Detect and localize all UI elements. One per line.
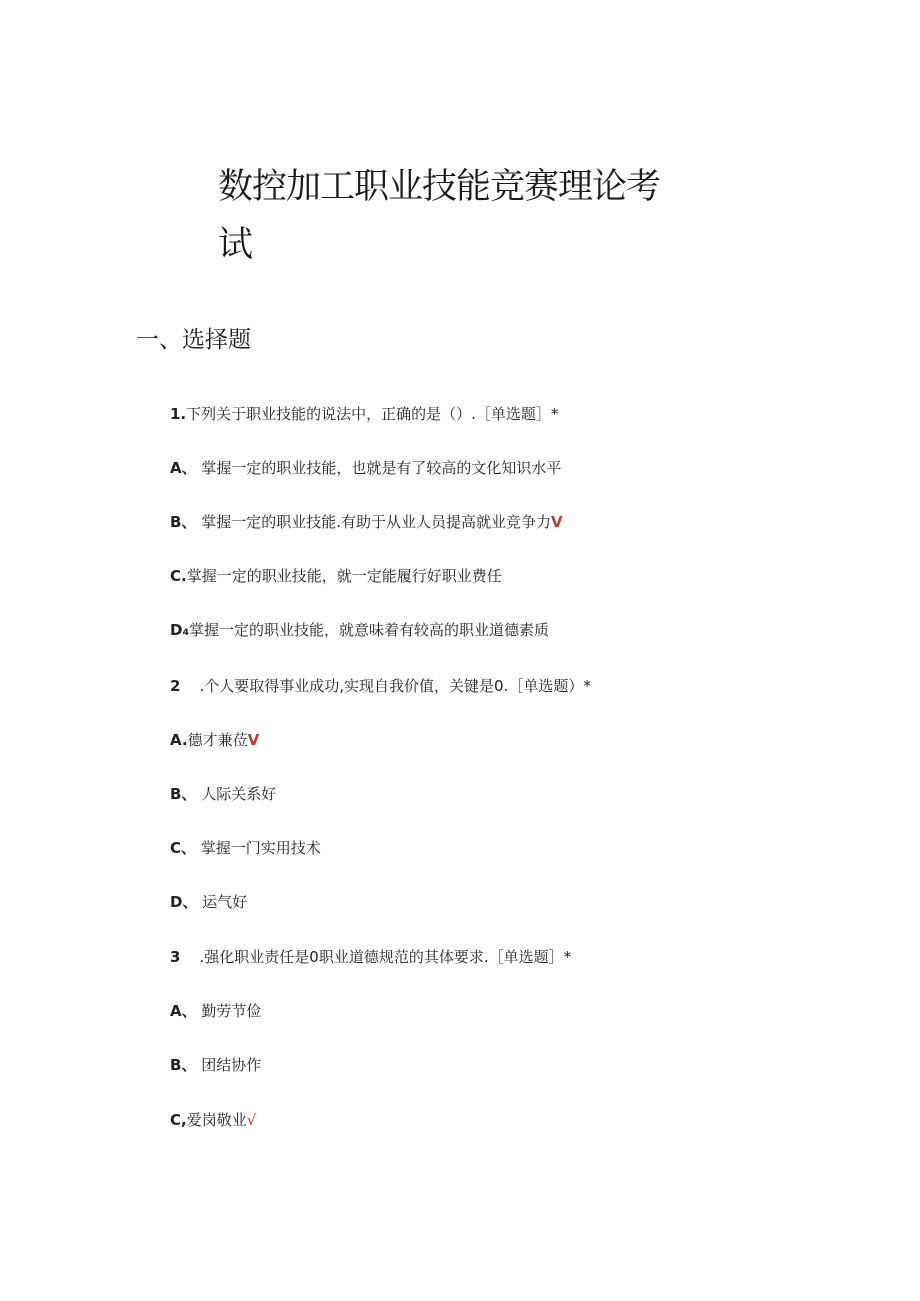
option-label: C, bbox=[170, 1111, 187, 1129]
option-text: 德才兼莅 bbox=[187, 731, 248, 749]
correct-answer-mark: √ bbox=[246, 1111, 257, 1129]
option-text: 团结协作 bbox=[201, 1056, 262, 1074]
question-3-text: .强化职业责任是0职业道德规范的其体要求.［单选题］* bbox=[199, 948, 572, 966]
option-text: 掌握一定的职业技能，就意味着有较高的职业道德素质 bbox=[189, 621, 550, 639]
question-1-option-d bbox=[170, 619, 549, 641]
question-3-option-a bbox=[170, 1000, 261, 1022]
question-3-option-b bbox=[170, 1054, 261, 1076]
question-2 bbox=[170, 675, 591, 697]
option-text: 掌握一门实用技术 bbox=[200, 839, 321, 857]
correct-answer-mark: V bbox=[551, 513, 563, 531]
option-label: D、 bbox=[170, 893, 198, 911]
question-1 bbox=[170, 403, 558, 425]
option-label: C. bbox=[170, 567, 187, 585]
option-text: 掌握一定的职业技能，也就是有了较高的文化知识水平 bbox=[201, 459, 562, 477]
document-title: 数控加工职业技能竞赛理论考试 bbox=[218, 167, 661, 265]
question-2-option-d bbox=[170, 891, 247, 913]
question-1-number: 1. bbox=[170, 405, 187, 423]
question-2-text: .个人要取得事业成功,实现自我价值，关键是0.［单选题）* bbox=[199, 677, 591, 695]
question-1-option-c bbox=[170, 565, 502, 587]
option-text: 勤劳节俭 bbox=[201, 1002, 262, 1020]
question-3-number: 3 bbox=[170, 948, 181, 966]
option-label: D₄ bbox=[170, 621, 190, 639]
question-1-option-a bbox=[170, 457, 561, 479]
section-heading: 一、选择题 bbox=[136, 327, 251, 353]
correct-answer-mark: V bbox=[247, 731, 260, 749]
option-text: 爱岗敬业 bbox=[186, 1111, 247, 1129]
question-3 bbox=[170, 946, 571, 968]
question-3-option-c bbox=[170, 1109, 256, 1131]
option-text: 人际关系好 bbox=[201, 785, 277, 803]
option-label: A、 bbox=[170, 459, 197, 477]
question-1-option-b bbox=[170, 511, 563, 533]
option-label: B、 bbox=[170, 785, 197, 803]
question-1-text: 下列关于职业技能的说法中，正确的是（）.［单选题］* bbox=[186, 405, 559, 423]
question-2-number: 2 bbox=[170, 677, 181, 695]
option-text: 掌握一定的职业技能，就一定能履行好职业费任 bbox=[186, 567, 502, 585]
option-label: A、 bbox=[170, 1002, 197, 1020]
option-text: 掌握一定的职业技能.有助于从业人员提高就业竞争力 bbox=[201, 513, 551, 531]
option-label: C、 bbox=[170, 839, 197, 857]
option-label: B、 bbox=[170, 513, 197, 531]
option-label: A. bbox=[170, 731, 188, 749]
question-2-option-c bbox=[170, 837, 321, 859]
question-2-option-a bbox=[170, 729, 259, 751]
option-text: 运气好 bbox=[202, 893, 248, 911]
question-2-option-b bbox=[170, 783, 276, 805]
option-label: B、 bbox=[170, 1056, 197, 1074]
